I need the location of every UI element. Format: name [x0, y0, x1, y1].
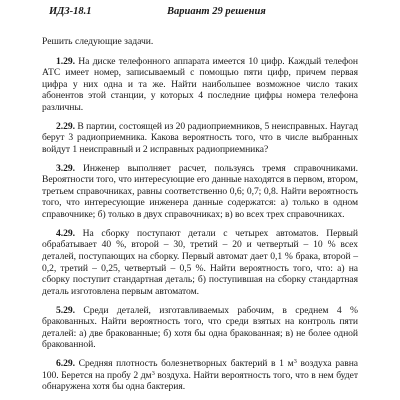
problem-number: 6.29. — [56, 358, 75, 370]
problem-text: На диске телефонного аппарата имеется 10 цифр. Каждый телефон АТС имеет номер, записываемый с помощью пяти цифр, причем первая цифра у них одна и та же. Найти наибольшее возможное число таких абонентов этой станции, у которых 4 последние цифры номера телефона различны. — [42, 55, 358, 113]
problem-5 — [42, 305, 358, 351]
problem-text: В партии, состоящей из 20 радиоприемников, 5 неисправных. Наугад берут 3 радиоприемника. Какова вероятность того, что в числе выбранных войдут 1 неисправный и 2 исправных радиоприемника? — [42, 120, 358, 155]
intro-text: Решить следующие задачи. — [42, 36, 154, 47]
problem-number: 1.29. — [56, 55, 75, 67]
problem-3 — [42, 163, 358, 221]
problem-text: Средняя плотность болезнетворных бактерий в 1 м — [74, 358, 294, 370]
variant-title: Вариант 29 решения — [167, 6, 266, 17]
assignment-code: ИДЗ-18.1 — [49, 6, 92, 17]
problem-text: Инженер выполняет расчет, пользуясь тремя справочниками. Вероятности того, что интересующие его данные находятся в первом, втором, третьем справочниках, равны соответственно 0,6; 0,7; 0,8. Найти вероятность того, что интересующие инженера данные содержатся: а) только в одном справочнике; б) только в двух справочниках; в) во всех трех справочниках. — [42, 162, 358, 220]
problem-text: Среди деталей, изготавливаемых рабочим, в среднем 4 % бракованных. Найти вероятность того, что среди взятых на контроль пяти деталей: а) две бракованные; б) хотя бы одна бракованная; в) не более одной бракованной. — [42, 304, 358, 351]
problem-6 — [42, 358, 358, 393]
problem-number: 5.29. — [56, 304, 75, 316]
problem-number: 2.29. — [56, 120, 75, 132]
problem-text: воздуха. Найти вероятность того, что в нем будет обнаружена хотя бы одна бактерия. — [42, 369, 358, 393]
page-header — [42, 6, 358, 20]
superscript: 3 — [151, 369, 155, 377]
problem-text: На сборку поступают детали с четырех автоматов. Первый обрабатывает 40 %, второй – 30, третий – 20 и четвертый – 10 % всех деталей, поступающих на сборку. Первый автомат дает 0,1 % брака, второй – 0,2, третий – 0,25, четвертый – 0,5 %. Найти вероятность того, что: а) на сборку поступит стандартная деталь; б) поступившая на сборку стандартная деталь изготовлена первым автоматом. — [42, 227, 358, 297]
problem-2 — [42, 121, 358, 156]
problem-1 — [42, 56, 358, 114]
problem-4 — [42, 228, 358, 298]
problem-text: воздуха равна 100. Берется на пробу 2 дм — [42, 358, 358, 381]
superscript: 3 — [293, 358, 297, 366]
problem-number: 4.29. — [56, 227, 75, 239]
problem-number: 3.29. — [56, 162, 75, 174]
